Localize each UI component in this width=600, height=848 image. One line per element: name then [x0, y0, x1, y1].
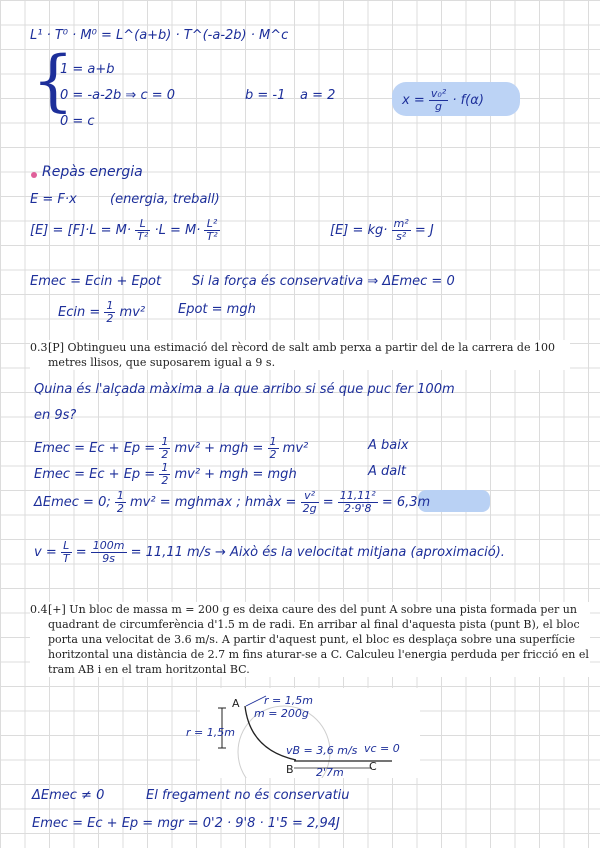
energy-dimension: [E] = [F]·L = M· $\frac{L}{\text{T²}}$ ·L = M· $\frac{\text{L²}}{\text{T²}}$	[30, 217, 218, 244]
top-label: A dalt	[368, 464, 406, 479]
problem-number: 0.3	[30, 341, 48, 354]
dimension-equation: L¹ · T⁰ · M⁰ = L^(a+b) · T^(-a-2b) · M^c	[30, 28, 289, 43]
system-brace: {	[32, 42, 74, 119]
velocity-calculation: v = $\frac{L}{T}$ = $\frac{100m}{9s}$ = 11,11 m/s → Això és la velocitat mitjana (aproximació).	[34, 539, 505, 566]
system-eq-1: 1 = a+b	[60, 62, 115, 77]
energy-work-eq: E = F·x	[30, 192, 77, 207]
point-b-label: B	[286, 763, 294, 776]
point-c-label: C	[369, 760, 377, 773]
mass-label: m = 200g	[254, 707, 309, 720]
potential-energy-eq: Epot = mgh	[178, 302, 256, 317]
mechanical-energy-eq: Emec = Ecin + Epot	[30, 274, 162, 289]
bottom-label: A baix	[368, 438, 409, 453]
emec-bottom-eq: Emec = Ec + Ep = $\frac{1}{2}$ mv² + mgh = $\frac{1}{2}$ mv²	[34, 435, 309, 462]
system-eq-3: 0 = c	[60, 114, 95, 129]
height-calculation: ΔEmec = 0; $\frac{1}{2}$ mv² = mghmax ; hmàx = $\frac{\text{v²}}{2g}$ = $\frac{\text{11,11²}}{2\cdot 9'8}$ = 6,3m	[34, 489, 431, 516]
delta-emec-line: ΔEmec ≠ 0	[32, 788, 105, 803]
conservative-note: Si la força és conservativa ⇒ ΔEmec = 0	[192, 274, 455, 289]
point-a-label: A	[232, 697, 240, 710]
friction-note: El fregament no és conservatiu	[146, 788, 350, 803]
radius-label-top: r = 1,5m	[264, 694, 313, 707]
system-eq-2: 0 = -a-2b ⇒ c = 0	[60, 88, 176, 103]
kinetic-energy-eq: Ecin = $\frac{1}{2}$ mv²	[58, 299, 146, 326]
section-bullet	[31, 172, 37, 178]
question-line-2: en 9s?	[34, 408, 77, 423]
velocity-c-label: vc = 0	[364, 742, 400, 755]
system-sol-a: a = 2	[300, 88, 336, 103]
problem-text: [+] Un bloc de massa m = 200 g es deixa caure des del punt A sobre una pista formada per un quadrant de circumferència d'1.5 m de radi. En arribar al final d'aquesta pista (punt B), el bloc porta una velocitat de 3.6 m/s. A partir d'aquest punt, el bloc es desplaça sobre una superfície horitzontal una distància de 2.7 m fins aturar-se a C. Calculeu l'energia perduda per fricció en el tram AB i en el tram horitzontal BC.	[48, 603, 589, 676]
problem-number: 0.4	[30, 603, 48, 616]
problem-text: [P] Obtingueu una estimació del rècord de salt amb perxa a partir del de la carrera de 100 metres llisos, que suposarem igual a 9 s.	[48, 341, 555, 369]
radius-label-left: r = 1,5m	[186, 726, 235, 739]
problem-0-4	[30, 602, 590, 677]
energy-units: [E] = kg· $\frac{\text{m²}}{\text{s²}}$ = J	[330, 217, 434, 244]
question-line-1: Quina és l'alçada màxima a la que arribo si sé que puc fer 100m	[34, 382, 455, 397]
section-title: Repàs energia	[42, 164, 143, 180]
emec-top-eq: Emec = Ec + Ep = $\frac{1}{2}$ mv² + mgh = mgh	[34, 461, 297, 488]
distance-label: 2'7m	[316, 766, 344, 779]
result-formula: x = $\frac{\text{v₀²}}{g}$ · f(α)	[402, 87, 484, 114]
energy-a-calculation: Emec = Ec + Ep = mgr = 0'2 · 9'8 · 1'5 = 2,94J	[32, 816, 340, 831]
problem-0-3	[30, 340, 570, 370]
system-sol-b: b = -1	[245, 88, 286, 103]
energy-work-note: (energia, treball)	[110, 192, 220, 207]
velocity-b-label: vB = 3,6 m/s	[286, 744, 358, 757]
